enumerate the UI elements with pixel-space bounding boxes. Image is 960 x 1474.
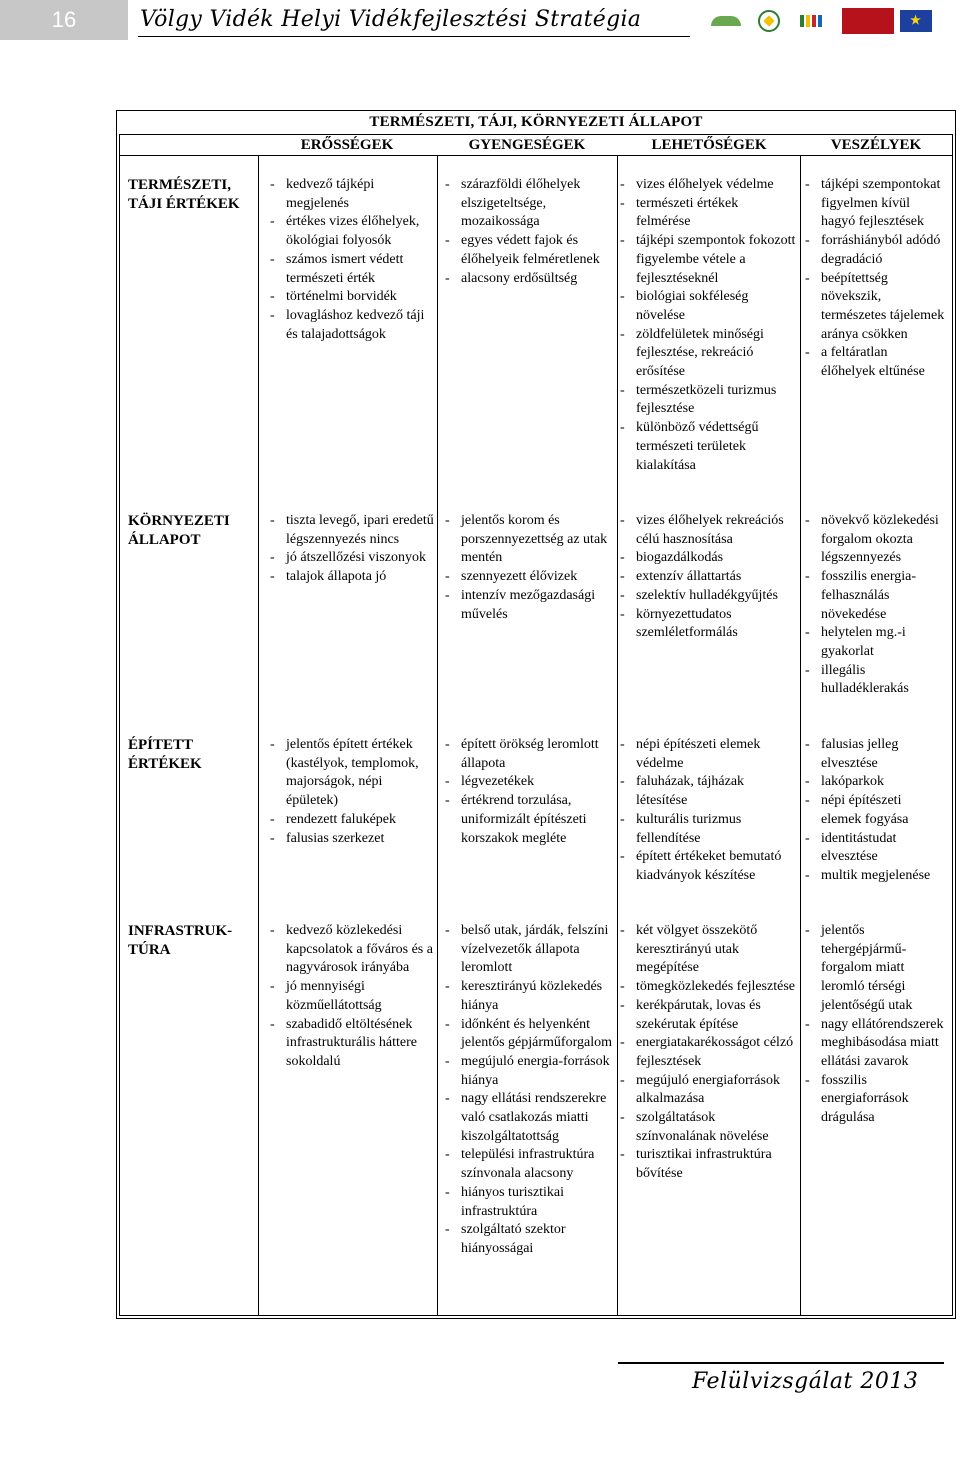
list-item: - faluházak, tájházak létesítése — [618, 773, 796, 810]
list-item: - népi építészeti elemek védelme — [618, 736, 796, 773]
list-item: - forráshiányból adódó degradáció — [803, 232, 945, 269]
column-divider — [800, 155, 801, 1316]
cell-natural-threats — [803, 176, 945, 382]
row-label-environment: KÖRNYEZETI ÁLLAPOT — [128, 513, 230, 548]
list-item: - épített örökség leromlott állapota — [443, 736, 613, 773]
uj-magyarorszag-logo — [842, 8, 894, 34]
list-item: - kedvező közlekedési kapcsolatok a főváros és a nagyvárosok irányába — [268, 922, 436, 978]
list-item: - rendezett faluképek — [268, 811, 436, 830]
list-item: - természeti értékek felmérése — [618, 195, 796, 232]
cell-infrastructure-threats — [803, 922, 945, 1128]
list-item: - lovagláshoz kedvező táji és talajadottságok — [268, 307, 436, 344]
footer-rule — [618, 1362, 944, 1364]
list-item: - történelmi borvidék — [268, 288, 436, 307]
list-item: - vizes élőhelyek védelme — [618, 176, 796, 195]
document-title: Völgy Vidék Helyi Vidékfejlesztési Stratégia — [140, 7, 642, 32]
column-header-threats: VESZÉLYEK — [830, 137, 922, 153]
eu-flag-logo — [900, 10, 932, 32]
list-item: - biogazdálkodás — [618, 549, 796, 568]
cell-environment-strengths — [268, 512, 436, 587]
list-item: - beépítettség növekszik, természetes tájelemek aránya csökken — [803, 270, 945, 345]
column-header-opportunities: LEHETŐSÉGEK — [651, 137, 767, 153]
list-item: - nagy ellátórendszerek meghibásodása miatt ellátási zavarok — [803, 1016, 945, 1072]
list-item: - biológiai sokféleség növelése — [618, 288, 796, 325]
cell-natural-strengths — [268, 176, 436, 344]
list-item: - tömegközlekedés fejlesztése — [618, 978, 796, 997]
emblem-logo — [758, 10, 780, 32]
list-item: - jó mennyiségi közműellátottság — [268, 978, 436, 1015]
cell-infrastructure-opportunities — [618, 922, 796, 1184]
column-divider — [258, 155, 259, 1316]
list-item: - környezettudatos szemléletformálás — [618, 606, 796, 643]
header-row-divider — [120, 155, 952, 156]
list-item: - belső utak, járdák, felszíni vízelvezetők állapota leromlott — [443, 922, 613, 978]
list-item: - illegális hulladéklerakás — [803, 662, 945, 699]
page-number: 16 — [0, 0, 128, 40]
list-item: - megújuló energiaforrások alkalmazása — [618, 1072, 796, 1109]
list-item: - vizes élőhelyek rekreációs célú hasznosítása — [618, 512, 796, 549]
list-item: - számos ismert védett természeti érték — [268, 251, 436, 288]
column-header-strengths: ERŐSSÉGEK — [300, 137, 394, 153]
cell-built-threats — [803, 736, 945, 886]
cell-infrastructure-strengths — [268, 922, 436, 1072]
list-item: - települési infrastruktúra színvonala alacsony — [443, 1146, 613, 1183]
list-item: - szabadidő eltöltésének infrastrukturális háttere sokoldalú — [268, 1016, 436, 1072]
row-label-natural-values: TERMÉSZETI, TÁJI ÉRTÉKEK — [128, 177, 240, 212]
list-item: - kerékpárutak, lovas és szekérutak építése — [618, 997, 796, 1034]
footer-revision-label: Felülvizsgálat 2013 — [692, 1369, 919, 1394]
row-label-built-values: ÉPÍTETT ÉRTÉKEK — [128, 737, 202, 772]
list-item: - népi építészeti elemek fogyása — [803, 792, 945, 829]
table-title: TERMÉSZETI, TÁJI, KÖRNYEZETI ÁLLAPOT — [369, 114, 703, 130]
list-item: - keresztirányú közlekedés hiánya — [443, 978, 613, 1015]
list-item: - növekvő közlekedési forgalom okozta légszennyezés — [803, 512, 945, 568]
page-header — [0, 0, 960, 48]
list-item: - fosszilis energia-felhasználás növekedése — [803, 568, 945, 624]
volgy-videk-kozosseg-logo — [700, 8, 752, 34]
list-item: - turisztikai infrastruktúra bővítése — [618, 1146, 796, 1183]
list-item: - kulturális turizmus fellendítése — [618, 811, 796, 848]
cell-natural-weaknesses — [443, 176, 613, 288]
list-item: - zöldfelületek minőségi fejlesztése, rekreáció erősítése — [618, 326, 796, 382]
logo-strip — [700, 6, 932, 36]
list-item: - jelentős tehergépjármű-forgalom miatt leromló térségi jelentőségű utak — [803, 922, 945, 1016]
list-item: - értékes vizes élőhelyek, ökológiai folyosók — [268, 213, 436, 250]
list-item: - szolgáltatások színvonalának növelése — [618, 1109, 796, 1146]
header-rule — [138, 36, 690, 37]
list-item: - szárazföldi élőhelyek elszigeteltsége, mozaikossága — [443, 176, 613, 232]
list-item: - nagy ellátási rendszerekre való csatlakozás miatti kiszolgáltatottság — [443, 1090, 613, 1146]
list-item: - talajok állapota jó — [268, 568, 436, 587]
list-item: - légvezetékek — [443, 773, 613, 792]
list-item: - fosszilis energiaforrások drágulása — [803, 1072, 945, 1128]
list-item: - tájképi szempontokat figyelmen kívül hagyó fejlesztések — [803, 176, 945, 232]
list-item: - értékrend torzulása, uniformizált építészeti korszakok megléte — [443, 792, 613, 848]
list-item: - jelentős korom és porszennyezettség az utak mentén — [443, 512, 613, 568]
list-item: - jelentős épített értékek (kastélyok, templomok, majorságok, népi épületek) — [268, 736, 436, 811]
list-item: - megújuló energia-források hiánya — [443, 1053, 613, 1090]
list-item: - energiatakarékosságot célzó fejlesztések — [618, 1034, 796, 1071]
cell-built-opportunities — [618, 736, 796, 886]
list-item: - multik megjelenése — [803, 867, 945, 886]
list-item: - szennyezett élővizek — [443, 568, 613, 587]
list-item: - falusias jelleg elvesztése — [803, 736, 945, 773]
list-item: - lakóparkok — [803, 773, 945, 792]
list-item: - jó átszellőzési viszonyok — [268, 549, 436, 568]
list-item: - szolgáltató szektor hiányosságai — [443, 1221, 613, 1258]
list-item: - két völgyet összekötő keresztirányú utak megépítése — [618, 922, 796, 978]
leader-logo — [786, 8, 836, 34]
row-label-infrastructure: INFRASTRUK-TÚRA — [128, 923, 233, 958]
column-header-weaknesses: GYENGESÉGEK — [468, 137, 586, 153]
list-item: - tiszta levegő, ipari eredetű légszennyezés nincs — [268, 512, 436, 549]
cell-infrastructure-weaknesses — [443, 922, 613, 1259]
column-divider — [437, 155, 438, 1316]
cell-built-weaknesses — [443, 736, 613, 848]
list-item: - alacsony erdősültség — [443, 270, 613, 289]
list-item: - helytelen mg.-i gyakorlat — [803, 624, 945, 661]
list-item: - időnként és helyenként jelentős gépjárműforgalom — [443, 1016, 613, 1053]
list-item: - hiányos turisztikai infrastruktúra — [443, 1184, 613, 1221]
list-item: - épített értékeket bemutató kiadványok készítése — [618, 848, 796, 885]
list-item: - extenzív állattartás — [618, 568, 796, 587]
list-item: - identitástudat elvesztése — [803, 830, 945, 867]
list-item: - természetközeli turizmus fejlesztése — [618, 382, 796, 419]
list-item: - intenzív mezőgazdasági művelés — [443, 587, 613, 624]
cell-built-strengths — [268, 736, 436, 848]
list-item: - falusias szerkezet — [268, 830, 436, 849]
list-item: - egyes védett fajok és élőhelyeik felméretlenek — [443, 232, 613, 269]
list-item: - szelektív hulladékgyűjtés — [618, 587, 796, 606]
cell-environment-threats — [803, 512, 945, 699]
cell-environment-opportunities — [618, 512, 796, 643]
list-item: - kedvező tájképi megjelenés — [268, 176, 436, 213]
cell-natural-opportunities — [618, 176, 796, 475]
list-item: - tájképi szempontok fokozott figyelembe vétele a fejlesztéseknél — [618, 232, 796, 288]
cell-environment-weaknesses — [443, 512, 613, 624]
list-item: - a feltáratlan élőhelyek eltűnése — [803, 344, 945, 381]
list-item: - különböző védettségű természeti területek kialakítása — [618, 419, 796, 475]
